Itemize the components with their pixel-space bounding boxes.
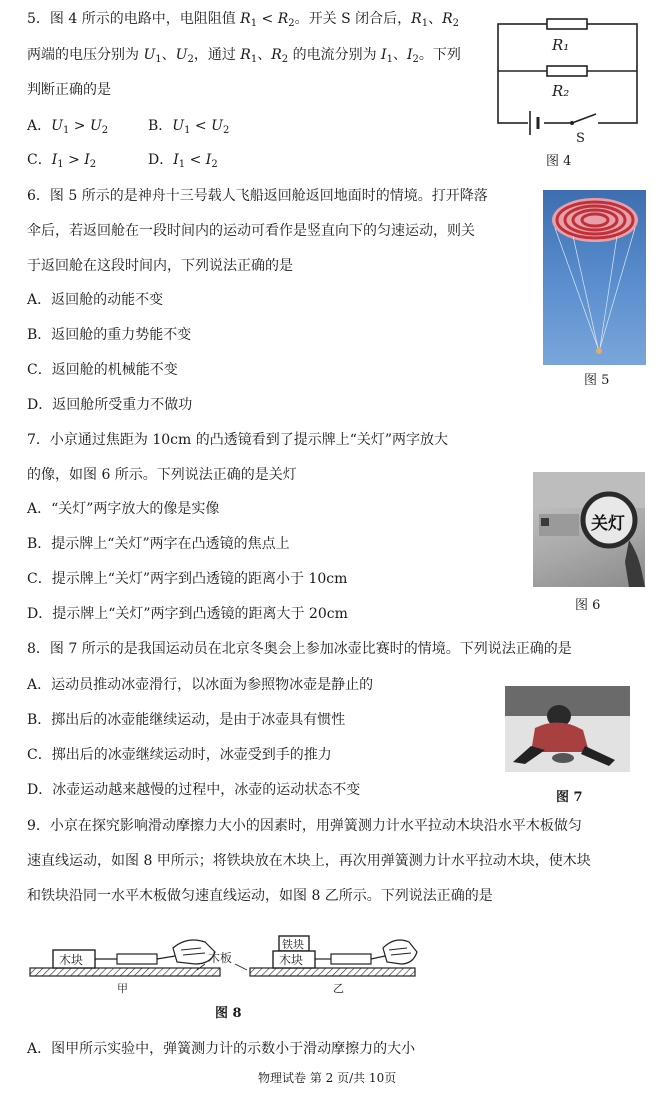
q6-option-c: C．返回舱的机械能不变 — [27, 362, 178, 378]
q5-option-b: B．$U_1 < U_2$ — [148, 118, 230, 136]
q9-line-3: 和铁块沿同一水平木板做匀速直线运动，如图 8 乙所示。下列说法正确的是 — [27, 888, 493, 904]
q5-line-3: 判断正确的是 — [27, 82, 111, 98]
q6-line-2: 伞后，若返回舱在一段时间内的运动可看作是竖直向下的匀速运动，则关 — [27, 223, 475, 239]
lens-magnified-text: 关灯 — [591, 514, 625, 534]
friction-experiment-diagram — [25, 922, 420, 997]
q6-line-3: 于返回舱在这段时间内，下列说法正确的是 — [27, 258, 293, 274]
q6-option-a: A．返回舱的动能不变 — [27, 292, 164, 308]
label-jia: 甲 — [117, 982, 128, 995]
q5-option-c: C．$I_1 > I_2$ — [27, 152, 97, 170]
page-footer: 物理试卷 第 2 页/共 10页 — [258, 1071, 397, 1085]
q6-option-d: D．返回舱所受重力不做功 — [27, 397, 193, 413]
q9-line-1: 9．小京在探究影响滑动摩擦力大小的因素时，用弹簧测力计水平拉动木块沿水平木板做匀 — [27, 818, 582, 834]
curling-photo — [505, 686, 630, 772]
q6-option-b: B．返回舱的重力势能不变 — [27, 327, 192, 343]
q7-option-b: B．提示牌上“关灯”两字在凸透镜的焦点上 — [27, 536, 290, 552]
figure-8-caption: 图 8 — [215, 1006, 242, 1021]
figure-4-caption: 图 4 — [546, 154, 572, 169]
q5-option-d: D．$I_1 < I_2$ — [148, 152, 218, 170]
board-yi — [250, 968, 415, 976]
r2-label: R₂ — [552, 82, 570, 100]
q8-line-1: 8．图 7 所示的是我国运动员在北京冬奥会上参加冰壶比赛时的情境。下列说法正确的是 — [27, 641, 572, 657]
q5-line-2: 两端的电压分别为 $U_1$、$U_2$，通过 $R_1$、$R_2$ 的电流分别为 $I_1$、$I_2$。下列 — [27, 47, 461, 65]
q9-option-a: A．图甲所示实验中，弹簧测力计的示数小于滑动摩擦力的大小 — [27, 1041, 416, 1057]
q7-option-d: D．提示牌上“关灯”两字到凸透镜的距离大于 20cm — [27, 606, 348, 622]
curling-stone — [552, 753, 574, 763]
figure-5-caption: 图 5 — [584, 373, 610, 388]
label-yi: 乙 — [333, 982, 344, 995]
q5-option-a: A．$U_1 > U_2$ — [27, 118, 109, 136]
switch-label: S — [576, 131, 585, 143]
q5-line-1: 5．图 4 所示的电路中，电阻阻值 $R_1 < R_2$。开关 S 闭合后，$R_1$、$R_2$ — [27, 11, 459, 29]
resistor-r1 — [547, 19, 587, 29]
q7-option-c: C．提示牌上“关灯”两字到凸透镜的距离小于 10cm — [27, 571, 348, 587]
resistor-r2 — [547, 66, 587, 76]
r1-label: R₁ — [552, 36, 570, 54]
circuit-diagram — [490, 18, 645, 143]
wood-block-jia-label: 木块 — [59, 953, 84, 967]
return-capsule — [596, 348, 602, 354]
hand-yi — [383, 940, 417, 964]
figure-6-caption: 图 6 — [575, 598, 601, 613]
iron-block-yi-label: 铁块 — [282, 938, 304, 951]
board-label: 木板 — [208, 951, 233, 965]
q8-option-c: C．掷出后的冰壶继续运动时，冰壶受到手的推力 — [27, 747, 332, 763]
q8-option-b: B．掷出后的冰壶能继续运动，是由于冰壶具有惯性 — [27, 712, 346, 728]
q9-line-2: 速直线运动，如图 8 甲所示；将铁块放在木块上，再次用弹簧测力计水平拉动木块，使木块 — [27, 853, 591, 869]
spring-scale-jia — [117, 954, 157, 964]
spring-scale-yi — [331, 954, 371, 964]
parachute-photo — [543, 190, 646, 365]
q7-line-1: 7．小京通过焦距为 10cm 的凸透镜看到了提示牌上“关灯”两字放大 — [27, 432, 449, 448]
q7-line-2: 的像，如图 6 所示。下列说法正确的是关灯 — [27, 467, 297, 483]
figure-7-caption: 图 7 — [556, 790, 583, 805]
q8-option-a: A．运动员推动冰壶滑行，以冰面为参照物冰壶是静止的 — [27, 677, 374, 693]
q8-option-d: D．冰壶运动越来越慢的过程中，冰壶的运动状态不变 — [27, 782, 361, 798]
board-jia — [30, 968, 220, 976]
lens-photo — [533, 472, 645, 587]
q6-line-1: 6．图 5 所示的是神舟十三号载人飞船返回舱返回地面时的情境。打开降落 — [27, 188, 488, 204]
q7-option-a: A．“关灯”两字放大的像是实像 — [27, 501, 220, 517]
wood-block-yi-label: 木块 — [279, 953, 304, 967]
